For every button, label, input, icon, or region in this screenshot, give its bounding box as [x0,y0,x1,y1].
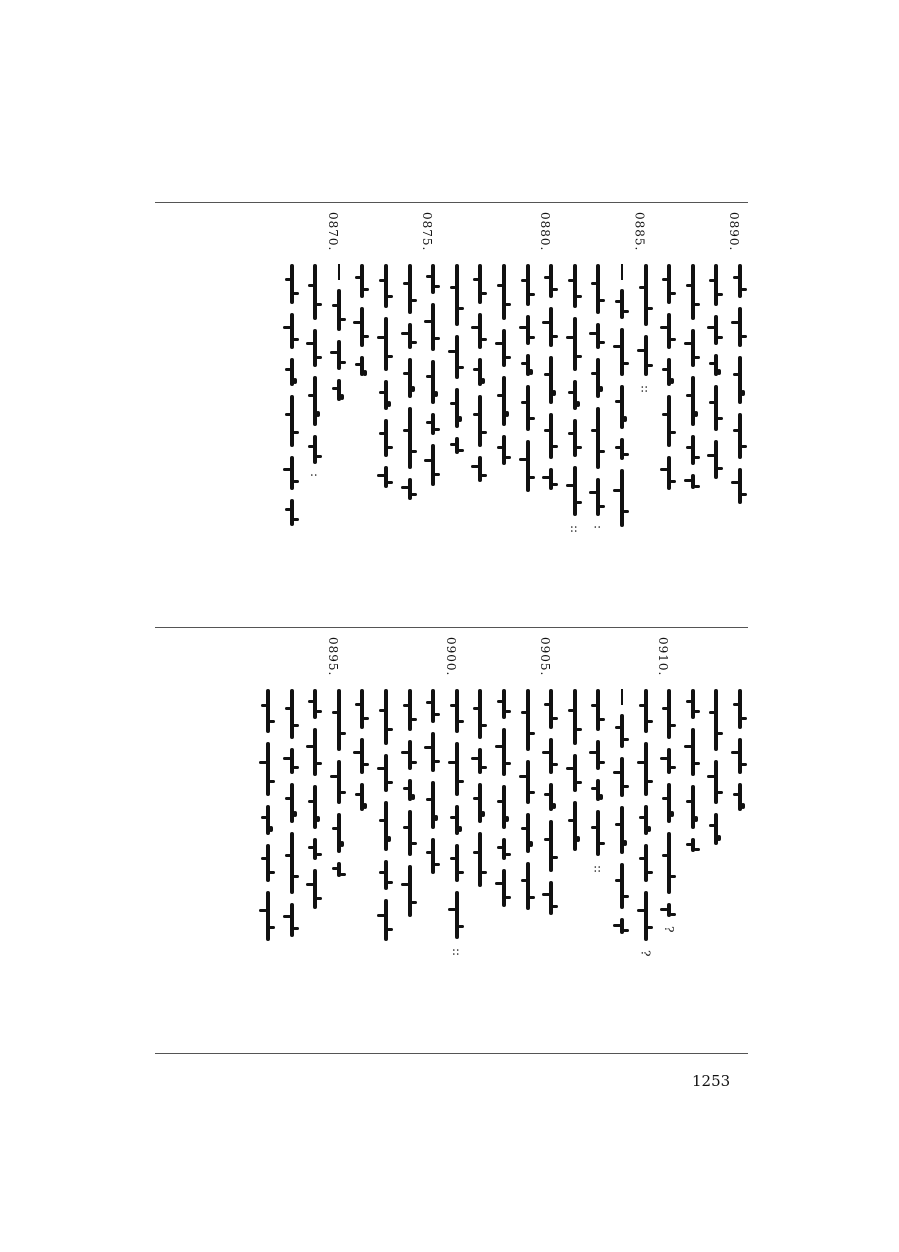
script-word [360,307,364,347]
script-word [596,323,600,349]
script-word [573,264,577,308]
script-word [431,781,435,829]
script-word [526,385,530,431]
script-word [644,689,648,733]
verse-block-lower [150,637,750,1055]
script-word [408,323,412,349]
mongolian-script-line [400,689,420,917]
script-word [290,832,294,894]
mongolian-script-line [494,689,514,907]
script-word [549,738,553,774]
script-word [384,419,388,457]
script-word [691,785,695,829]
script-word [313,264,317,320]
script-word [549,783,553,811]
script-word [667,358,671,386]
verse-block-upper [150,212,750,630]
script-word [549,881,553,915]
script-word [266,844,270,882]
script-word [502,689,506,719]
script-word [290,499,294,526]
script-word [313,376,317,426]
script-word [478,832,482,887]
line-number: 0880. [538,212,553,252]
script-word [549,413,553,459]
script-word [738,356,742,404]
script-word [714,315,718,345]
script-word [266,891,270,941]
script-word [667,903,671,917]
script-word [691,435,695,465]
em-dash-mark [338,264,340,280]
mongolian-script-line [376,264,396,488]
script-word [738,468,742,504]
script-word [455,437,459,454]
mongolian-script-line [400,264,420,500]
script-word [408,407,412,469]
mongolian-script-line [683,689,703,852]
script-word [408,264,412,314]
script-word [596,358,600,398]
script-word [455,388,459,428]
script-word [290,456,294,490]
script-word [596,689,600,731]
script-word [408,358,412,398]
script-word [573,801,577,851]
script-word [526,315,530,345]
script-word [313,785,317,829]
script-word [408,740,412,770]
script-word [478,264,482,304]
script-word [290,313,294,349]
script-word [408,689,412,731]
script-word [384,466,388,488]
script-word [502,435,506,465]
punctuation-mark: :: [591,865,606,874]
script-word [644,805,648,835]
script-word [644,891,648,941]
script-word [620,385,624,429]
punctuation-mark: : [308,473,323,478]
script-word [337,760,341,804]
script-word [384,754,388,792]
script-word [526,813,530,853]
script-word [667,689,671,739]
mongolian-script-line [423,689,443,874]
script-word [644,844,648,882]
verse-column [277,212,307,630]
script-word [549,820,553,872]
mongolian-script-line [447,264,467,454]
script-word [313,869,317,909]
script-word [526,264,530,306]
script-word [714,385,718,431]
script-word [455,264,459,326]
script-word [738,783,742,811]
script-word [644,335,648,376]
punctuation-mark: ? [638,950,653,957]
script-word [714,760,718,804]
script-word [549,356,553,404]
script-word [290,395,294,447]
punctuation-mark: : [591,525,606,530]
mongolian-script-line [258,689,278,941]
script-word [360,783,364,811]
script-word [549,307,553,347]
mongolian-script-line [494,264,514,465]
script-word [384,317,388,371]
mongolian-script-line [329,689,349,877]
script-word [455,891,459,939]
script-word [620,806,624,854]
script-word [573,689,577,745]
script-word [714,264,718,306]
script-word [738,307,742,347]
script-word [549,468,553,490]
script-word [714,354,718,376]
mongolian-script-line [730,689,750,811]
script-word [691,474,695,489]
script-word [714,440,718,479]
mongolian-script-line [612,689,632,934]
script-word [360,689,364,729]
line-number: 0885. [632,212,647,252]
script-word [573,419,577,457]
script-word [384,264,388,308]
mongolian-script-line [636,264,656,393]
mongolian-script-line [588,264,608,529]
script-word [644,742,648,796]
mongolian-script-line [706,689,726,845]
script-word [620,863,624,909]
mongolian-script-line [659,264,679,490]
script-word [620,438,624,460]
mongolian-script-line [659,689,679,932]
script-word [502,329,506,367]
script-word [431,413,435,435]
script-word [573,317,577,371]
script-word [549,264,553,298]
script-word [596,264,600,314]
script-word [526,440,530,492]
punctuation-mark: :: [638,385,653,394]
mongolian-script-line [541,264,561,490]
punctuation-mark: :: [449,948,464,957]
script-word [738,738,742,774]
script-word [596,810,600,856]
script-word [290,358,294,386]
script-word [431,838,435,874]
script-word [478,456,482,482]
script-word [337,689,341,751]
mongolian-script-line [588,689,608,873]
mongolian-script-line [518,689,538,910]
script-word [502,869,506,907]
script-word [431,264,435,294]
script-word [290,783,294,823]
script-word [408,810,412,856]
script-word [596,478,600,516]
script-word [667,456,671,490]
script-word [431,689,435,723]
script-word [478,748,482,774]
script-word [691,689,695,719]
mongolian-script-line [636,689,656,956]
script-word [337,379,341,401]
script-word [526,862,530,910]
script-word [526,354,530,376]
script-word [667,395,671,447]
script-word [691,264,695,320]
mongolian-script-line [282,264,302,526]
script-word [455,335,459,379]
script-word [596,779,600,801]
script-word [478,783,482,823]
script-word [313,838,317,860]
script-word [573,754,577,792]
script-word [431,303,435,351]
script-word [337,289,341,331]
script-word [408,478,412,500]
mongolian-script-line [612,264,632,527]
mongolian-script-line [518,264,538,492]
script-word [384,380,388,410]
script-word [667,832,671,894]
line-number: 0900. [443,637,458,677]
script-word [455,742,459,796]
punctuation-mark: ? [662,926,677,933]
line-number: 0905. [538,637,553,677]
script-word [502,728,506,776]
script-word [266,742,270,796]
mongolian-script-line [541,689,561,915]
verse-column [253,637,283,1055]
script-word [738,689,742,729]
script-word [526,760,530,804]
script-word [644,264,648,326]
mongolian-script-line [565,264,585,533]
script-word [455,844,459,882]
line-number: 0895. [325,637,340,677]
script-word [667,264,671,304]
mongolian-script-line [470,264,490,482]
mongolian-script-line [376,689,396,941]
mongolian-script-line [352,264,372,376]
script-word [408,779,412,801]
script-word [573,380,577,410]
script-word [620,289,624,319]
script-word [455,805,459,835]
script-word [667,313,671,349]
script-word [620,757,624,797]
mongolian-script-line [282,689,302,937]
script-word [384,899,388,941]
script-word [384,689,388,745]
script-word [691,728,695,776]
script-word [620,714,624,748]
script-word [431,360,435,404]
mongolian-script-line [329,264,349,401]
mongolian-script-line [352,689,372,811]
script-word [266,805,270,835]
script-word [502,264,506,320]
script-word [360,738,364,774]
mongolian-script-line [305,264,325,477]
mongolian-script-line [305,689,325,909]
script-word [667,783,671,823]
script-word [384,801,388,851]
em-dash-mark [621,689,623,705]
mongolian-script-line [470,689,490,887]
script-word [455,689,459,733]
script-word [290,748,294,774]
script-word [337,813,341,853]
script-word [313,689,317,719]
script-word [691,838,695,852]
script-word [313,435,317,464]
script-word [431,444,435,486]
mongolian-script-line [730,264,750,504]
script-word [502,838,506,860]
top-rule [155,202,748,203]
script-word [549,689,553,729]
page-number: 1253 [692,1072,731,1090]
mongolian-script-line [683,264,703,489]
script-word [290,689,294,739]
script-word [667,748,671,774]
script-word [620,469,624,527]
line-number: 0910. [656,637,671,677]
script-word [596,407,600,469]
line-number: 0890. [727,212,741,252]
mongolian-script-line [706,264,726,479]
script-word [431,732,435,772]
script-word [620,328,624,376]
script-word [502,785,506,829]
script-word [337,862,341,877]
script-word [337,340,341,370]
script-word [478,313,482,349]
line-number: 0870. [325,212,340,252]
script-word [691,376,695,426]
script-word [691,329,695,367]
mongolian-script-line [447,689,467,956]
script-word [478,395,482,447]
script-word [502,376,506,426]
script-word [478,689,482,739]
script-word [266,689,270,733]
script-word [360,356,364,376]
script-word [620,918,624,934]
script-word [478,358,482,386]
script-word [596,740,600,770]
script-word [384,860,388,890]
script-word [526,689,530,751]
script-word [573,466,577,516]
mongolian-script-line [423,264,443,486]
mongolian-script-line [565,689,585,851]
script-word [290,264,294,304]
script-word [313,728,317,776]
script-word [738,264,742,298]
script-word [290,903,294,937]
script-word [714,813,718,845]
script-word [313,329,317,367]
script-word [360,264,364,298]
script-word [408,865,412,917]
em-dash-mark [621,264,623,280]
punctuation-mark: :: [567,525,582,534]
script-word [714,689,718,751]
script-word [738,413,742,459]
line-number: 0875. [420,212,435,252]
